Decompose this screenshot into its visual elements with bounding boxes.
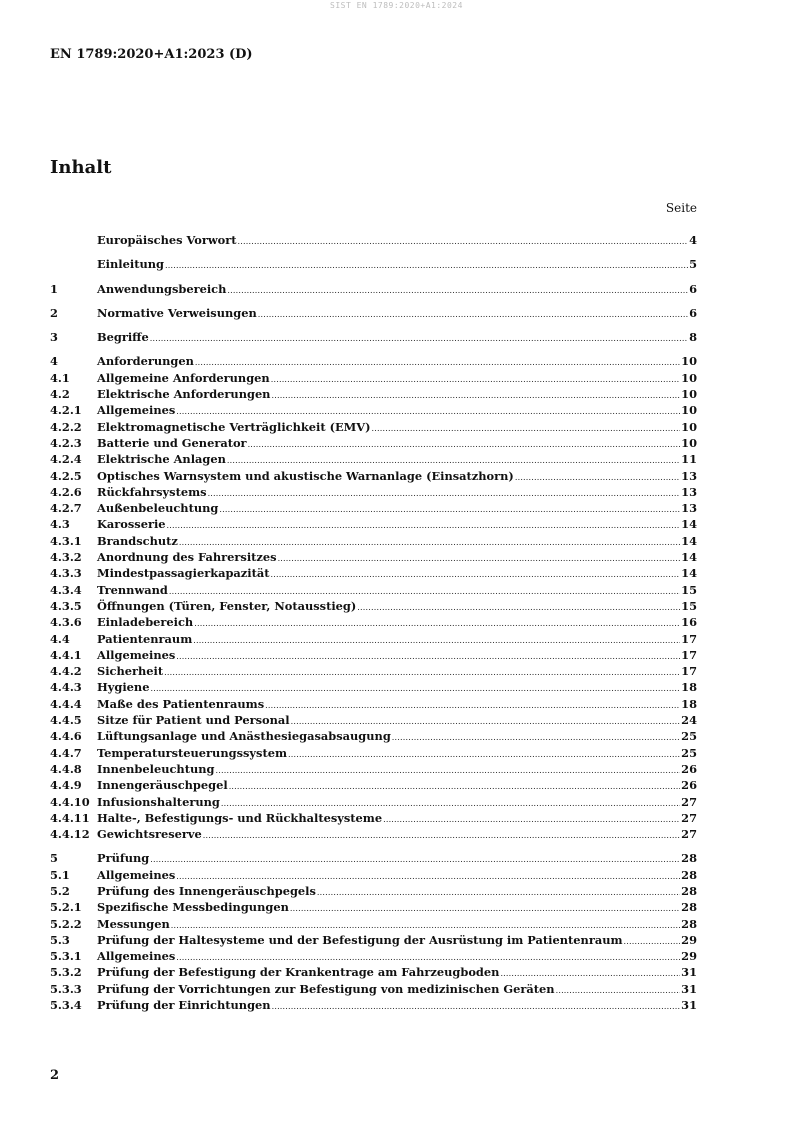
toc-entry-title: Prüfung der Einrichtungen: [97, 998, 271, 1013]
toc-entry-page: 13: [681, 468, 697, 483]
toc-entry-number: 4.3.5: [50, 598, 82, 613]
toc-entry-page: 15: [681, 582, 697, 597]
toc-entry-page: 6: [689, 305, 697, 320]
toc-entry-page: 25: [681, 745, 697, 760]
toc-entry-number: 1: [50, 281, 58, 296]
toc-entry-page: 5: [689, 257, 697, 272]
toc-dot-leader: [278, 551, 681, 567]
toc-entry[interactable]: [50, 402, 697, 418]
toc-dot-leader: [208, 486, 681, 502]
toc-entry-number: 4.4.4: [50, 696, 82, 711]
toc-entry-number: 4.4.7: [50, 745, 82, 760]
toc-entry-page: 16: [681, 615, 697, 630]
toc-entry-title: Einleitung: [97, 257, 164, 272]
toc-entry-title: Halte-, Befestigungs- und Rückhaltesysteme: [97, 810, 383, 825]
toc-entry[interactable]: [50, 419, 697, 435]
toc-entry-title: Trennwand: [97, 582, 168, 597]
page-column-label: Seite: [665, 201, 697, 215]
toc-entry[interactable]: [50, 468, 697, 484]
toc-entry-number: 5.3: [50, 932, 70, 947]
toc-entry-page: 15: [681, 598, 697, 613]
toc-dot-leader: [227, 283, 688, 299]
toc-entry-number: 4.2.5: [50, 468, 82, 483]
toc-entry-title: Allgemeines: [97, 647, 176, 662]
toc-dot-leader: [176, 649, 680, 665]
toc-entry-title: Innenbeleuchtung: [97, 761, 215, 776]
document-id: EN 1789:2020+A1:2023 (D): [50, 47, 253, 62]
toc-entry-title: Batterie und Generator: [97, 435, 247, 450]
toc-dot-leader: [167, 518, 681, 534]
toc-entry[interactable]: [50, 305, 697, 321]
toc-entry-title: Anordnung des Fahrersitzes: [97, 550, 277, 565]
toc-entry-title: Mindestpassagierkapazität: [97, 566, 270, 581]
toc-entry-page: 17: [681, 647, 697, 662]
toc-entry[interactable]: [50, 614, 697, 630]
toc-entry[interactable]: [50, 826, 697, 842]
toc-entry-title: Prüfung: [97, 851, 150, 866]
toc-entry-number: 4.4.2: [50, 664, 82, 679]
toc-dot-leader: [165, 258, 688, 274]
toc-entry-number: 5.2.2: [50, 916, 82, 931]
toc-dot-leader: [317, 885, 680, 901]
toc-dot-leader: [271, 567, 681, 583]
toc-dot-leader: [290, 901, 680, 917]
toc-entry-number: 4.4: [50, 631, 70, 646]
toc-entry-number: 4.3: [50, 517, 70, 532]
toc-entry[interactable]: [50, 696, 697, 712]
toc-entry-title: Gewichtsreserve: [97, 827, 202, 842]
toc-entry-page: 10: [681, 387, 697, 402]
toc-dot-leader: [288, 747, 680, 763]
toc-entry-title: Elektrische Anlagen: [97, 452, 226, 467]
toc-entry-number: 4.2.1: [50, 403, 82, 418]
toc-entry-number: 4.4.11: [50, 810, 90, 825]
toc-entry[interactable]: [50, 647, 697, 663]
toc-entry-page: 17: [681, 664, 697, 679]
toc-entry-number: 4.2.4: [50, 452, 82, 467]
toc-entry-title: Brandschutz: [97, 533, 178, 548]
toc-entry-title: Prüfung der Haltesysteme und der Befestigung der Ausrüstung im Patientenraum: [97, 932, 623, 947]
toc-entry-number: 4.2.7: [50, 501, 82, 516]
toc-entry-title: Optisches Warnsystem und akustische Warnanlage (Einsatzhorn): [97, 468, 514, 483]
toc-entry-number: 4.4.3: [50, 680, 82, 695]
toc-entry-number: 5.3.2: [50, 965, 82, 980]
toc-entry[interactable]: [50, 777, 697, 793]
toc-entry[interactable]: [50, 728, 697, 744]
toc-entry[interactable]: [50, 679, 697, 695]
toc-entry-title: Öffnungen (Türen, Fenster, Notausstieg): [97, 598, 357, 613]
toc-dot-leader: [248, 437, 681, 453]
toc-entry-title: Prüfung der Befestigung der Krankentrage am Fahrzeugboden: [97, 965, 500, 980]
toc-entry-number: 4: [50, 354, 58, 369]
toc-entry[interactable]: [50, 761, 697, 777]
toc-entry-page: 29: [681, 932, 697, 947]
toc-dot-leader: [194, 616, 680, 632]
toc-entry-number: 4.3.1: [50, 533, 82, 548]
toc-entry-page: 28: [681, 851, 697, 866]
toc-entry-page: 27: [681, 827, 697, 842]
toc-entry-title: Einladebereich: [97, 615, 194, 630]
toc-heading: Inhalt: [50, 157, 112, 178]
toc-entry-number: 4.2.2: [50, 419, 82, 434]
toc-entry[interactable]: [50, 435, 697, 451]
toc-entry-page: 10: [681, 419, 697, 434]
toc-entry-page: 8: [689, 330, 697, 345]
toc-entry-number: 5.3.4: [50, 998, 82, 1013]
toc-entry[interactable]: [50, 549, 697, 565]
toc-entry[interactable]: [50, 883, 697, 899]
toc-entry-number: 4.3.4: [50, 582, 82, 597]
toc-entry[interactable]: [50, 329, 697, 345]
toc-entry-number: 4.4.10: [50, 794, 90, 809]
toc-entry[interactable]: [50, 745, 697, 761]
toc-entry-title: Sicherheit: [97, 664, 164, 679]
toc-entry-title: Elektromagnetische Verträglichkeit (EMV): [97, 419, 371, 434]
toc-entry-title: Allgemeine Anforderungen: [97, 370, 270, 385]
toc-entry-number: 5.3.1: [50, 949, 82, 964]
toc-entry-page: 25: [681, 729, 697, 744]
toc-entry-page: 10: [681, 435, 697, 450]
toc-entry-page: 18: [681, 696, 697, 711]
toc-entry-number: 3: [50, 330, 58, 345]
toc-entry-title: Spezifische Messbedingungen: [97, 900, 289, 915]
toc-entry-page: 4: [689, 233, 697, 247]
toc-entry[interactable]: [50, 794, 697, 810]
toc-entry-page: 31: [681, 998, 697, 1013]
toc-entry-page: 28: [681, 900, 697, 915]
toc-entry-number: 5: [50, 851, 58, 866]
toc-dot-leader: [392, 730, 680, 746]
toc-entry-page: 27: [681, 794, 697, 809]
toc-entry-page: 26: [681, 761, 697, 776]
toc-dot-leader: [271, 372, 680, 388]
toc-dot-leader: [193, 633, 680, 649]
toc-dot-leader: [272, 999, 681, 1015]
toc-dot-leader: [265, 698, 680, 714]
toc-entry-title: Prüfung des Innengeräuschpegels: [97, 883, 316, 898]
toc-entry-page: 28: [681, 916, 697, 931]
toc-entry-page: 13: [681, 501, 697, 516]
toc-entry-number: 4.3.3: [50, 566, 82, 581]
page-number: 2: [50, 1068, 60, 1083]
toc-entry[interactable]: [50, 598, 697, 614]
toc-entry[interactable]: [50, 353, 697, 369]
toc-entry[interactable]: [50, 582, 697, 598]
toc-dot-leader: [150, 852, 680, 868]
toc-entry-title: Anforderungen: [97, 354, 194, 369]
toc-entry-number: 2: [50, 305, 58, 320]
toc-entry-number: 4.3.2: [50, 550, 82, 565]
toc-entry-page: 14: [681, 517, 697, 532]
toc-entry-title: Normative Verweisungen: [97, 305, 257, 320]
toc-entry-number: 5.2: [50, 883, 70, 898]
toc-entry-title: Maße des Patientenraums: [97, 696, 265, 711]
toc-entry[interactable]: [50, 533, 697, 549]
toc-dot-leader: [203, 828, 680, 844]
toc-entry[interactable]: [50, 948, 697, 964]
toc-entry[interactable]: [50, 850, 697, 866]
watermark-text: SIST EN 1789:2020+A1:2024: [330, 1, 463, 10]
toc-entry[interactable]: [50, 370, 697, 386]
toc-entry-page: 24: [681, 713, 697, 728]
toc-entry-number: 4.4.9: [50, 778, 82, 793]
toc-entry[interactable]: [50, 712, 697, 728]
toc-entry[interactable]: [50, 451, 697, 467]
toc-entry-title: Infusionshalterung: [97, 794, 220, 809]
toc-entry[interactable]: [50, 256, 697, 272]
toc-entry-title: Allgemeines: [97, 403, 176, 418]
toc-entry-page: 14: [681, 550, 697, 565]
toc-dot-leader: [258, 307, 688, 323]
toc-entry[interactable]: [50, 500, 697, 516]
toc-dot-leader: [624, 934, 681, 950]
toc-entry[interactable]: [50, 964, 697, 980]
toc-dot-leader: [372, 421, 681, 437]
toc-entry-page: 10: [681, 354, 697, 369]
toc-dot-leader: [238, 234, 689, 250]
toc-entry[interactable]: [50, 232, 697, 248]
toc-entry[interactable]: [50, 810, 697, 826]
toc-entry-title: Prüfung der Vorrichtungen zur Befestigung von medizinischen Geräten: [97, 981, 555, 996]
toc-dot-leader: [150, 331, 688, 347]
toc-entry-page: 28: [681, 867, 697, 882]
toc-entry-number: 4.4.1: [50, 647, 82, 662]
toc-entry-title: Messungen: [97, 916, 170, 931]
toc-entry-page: 17: [681, 631, 697, 646]
toc-dot-leader: [164, 665, 680, 681]
toc-entry[interactable]: [50, 386, 697, 402]
toc-entry-number: 5.1: [50, 867, 70, 882]
toc-dot-leader: [216, 763, 681, 779]
toc-entry-number: 4.2.3: [50, 435, 82, 450]
toc-entry-page: 29: [681, 949, 697, 964]
toc-dot-leader: [357, 600, 680, 616]
toc-entry[interactable]: [50, 281, 697, 297]
toc-entry[interactable]: [50, 867, 697, 883]
toc-dot-leader: [271, 388, 680, 404]
toc-entry[interactable]: [50, 484, 697, 500]
toc-entry-number: 4.4.8: [50, 761, 82, 776]
toc-entry-page: 10: [681, 403, 697, 418]
toc-entry-title: Lüftungsanlage und Anästhesiegasabsaugung: [97, 729, 391, 744]
toc-entry-number: 4.4.5: [50, 713, 82, 728]
toc-entry-number: 5.2.1: [50, 900, 82, 915]
toc-entry[interactable]: [50, 516, 697, 532]
toc-entry-page: 11: [681, 452, 697, 467]
toc-entry-number: 4.4.6: [50, 729, 82, 744]
toc-entry-title: Karosserie: [97, 517, 166, 532]
toc-entry-title: Allgemeines: [97, 867, 176, 882]
toc-entry[interactable]: [50, 565, 697, 581]
toc-entry-number: 4.2: [50, 387, 70, 402]
toc-entry-page: 28: [681, 883, 697, 898]
toc-entry-page: 31: [681, 981, 697, 996]
toc-entry-page: 14: [681, 566, 697, 581]
toc-entry-page: 31: [681, 965, 697, 980]
toc-entry-page: 27: [681, 810, 697, 825]
toc-entry-page: 14: [681, 533, 697, 548]
toc-entry[interactable]: [50, 631, 697, 647]
toc-entry[interactable]: [50, 932, 697, 948]
toc-entry-title: Sitze für Patient und Personal: [97, 713, 290, 728]
toc-entry[interactable]: [50, 997, 697, 1013]
toc-entry-title: Rückfahrsystems: [97, 484, 207, 499]
toc-entry-title: Allgemeines: [97, 949, 176, 964]
toc-dot-leader: [515, 470, 680, 486]
toc-entry-page: 10: [681, 370, 697, 385]
toc-entry-number: 4.1: [50, 370, 70, 385]
toc-entry-number: 4.2.6: [50, 484, 82, 499]
toc-entry[interactable]: [50, 916, 697, 932]
toc-entry[interactable]: [50, 663, 697, 679]
toc-entry-title: Hygiene: [97, 680, 150, 695]
toc-entry-title: Temperatursteuerungssystem: [97, 745, 288, 760]
toc-entry[interactable]: [50, 899, 697, 915]
toc-entry-number: 4.4.12: [50, 827, 90, 842]
toc-entry-title: Elektrische Anforderungen: [97, 387, 271, 402]
toc-dot-leader: [383, 812, 680, 828]
toc-entry-title: Innengeräuschpegel: [97, 778, 228, 793]
toc-dot-leader: [219, 502, 680, 518]
toc-entry-title: Anwendungsbereich: [97, 281, 227, 296]
toc-entry-number: 4.3.6: [50, 615, 82, 630]
toc-entry-page: 13: [681, 484, 697, 499]
toc-entry[interactable]: [50, 981, 697, 997]
table-of-contents: [50, 232, 697, 1013]
toc-entry-number: 5.3.3: [50, 981, 82, 996]
toc-dot-leader: [229, 779, 680, 795]
toc-entry-page: 26: [681, 778, 697, 793]
toc-entry-page: 18: [681, 680, 697, 695]
toc-entry-title: Patientenraum: [97, 631, 193, 646]
toc-entry-title: Außenbeleuchtung: [97, 501, 219, 516]
toc-entry-page: 6: [689, 281, 697, 296]
toc-entry-title: Begriffe: [97, 330, 149, 345]
toc-entry-title: Europäisches Vorwort: [97, 233, 237, 247]
toc-dot-leader: [556, 983, 681, 999]
